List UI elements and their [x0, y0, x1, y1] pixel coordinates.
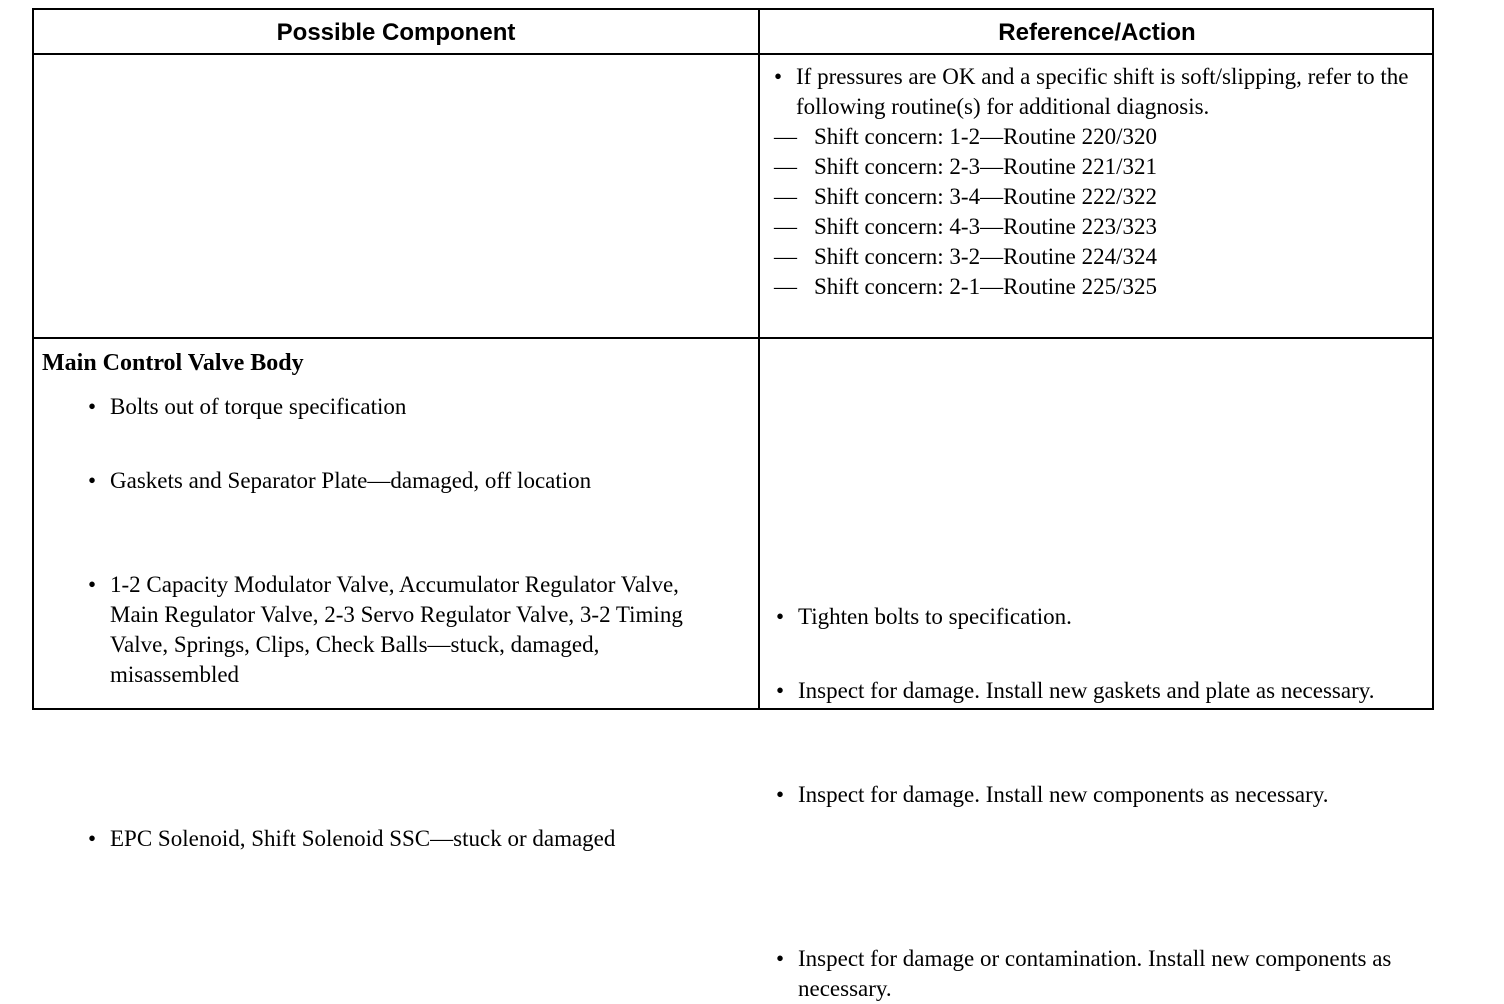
bullet-glyph: • — [776, 946, 785, 971]
component-text: EPC Solenoid, Shift Solenoid SSC—stuck or damaged — [110, 826, 616, 851]
bullet-glyph: • — [88, 572, 97, 597]
action-text: Inspect for damage. Install new components as necessary. — [798, 782, 1329, 807]
routine-item — [774, 272, 1414, 302]
row1-bullet-text: If pressures are OK and a specific shift is soft/slipping, refer to the following routine(s) for additional diagnosis. — [796, 64, 1409, 119]
dash-glyph: — — [774, 184, 797, 209]
action-text: Inspect for damage. Install new gaskets and plate as necessary. — [798, 678, 1375, 703]
component-item — [88, 824, 690, 854]
component-item — [88, 570, 720, 690]
component-item — [88, 466, 750, 496]
routine-item — [774, 242, 1414, 272]
action-text: Tighten bolts to specification. — [798, 604, 1072, 629]
bullet-glyph: • — [776, 782, 785, 807]
routine-item — [774, 182, 1414, 212]
routine-text: Shift concern: 3-4—Routine 222/322 — [814, 184, 1158, 209]
bullet-glyph: • — [88, 826, 97, 851]
action-text: Inspect for damage or contamination. Install new components as necessary. — [798, 946, 1392, 1001]
routine-item — [774, 152, 1414, 182]
troubleshooting-table — [32, 8, 1434, 1001]
row1-reference — [774, 62, 1414, 302]
routine-text: Shift concern: 4-3—Routine 223/323 — [814, 214, 1158, 239]
action-item — [776, 944, 1418, 1004]
dash-glyph: — — [774, 124, 797, 149]
dash-glyph: — — [774, 214, 797, 239]
routine-item — [774, 122, 1414, 152]
component-text: Bolts out of torque specification — [110, 394, 407, 419]
routine-item — [774, 212, 1414, 242]
component-text: 1-2 Capacity Modulator Valve, Accumulator Regulator Valve, Main Regulator Valve, 2-3 Servo Regulator Valve, 3-2 Timing Valve, Springs, Clips, Check Balls—stuck, damaged, misassembled — [110, 572, 683, 687]
bullet-glyph: • — [88, 394, 97, 419]
routine-text: Shift concern: 3-2—Routine 224/324 — [814, 244, 1158, 269]
action-item — [776, 780, 1398, 810]
bullet-glyph: • — [88, 468, 97, 493]
dash-glyph: — — [774, 244, 797, 269]
action-item — [776, 676, 1438, 706]
component-item — [88, 392, 750, 422]
header-reference-action: Reference/Action — [998, 19, 1196, 46]
bullet-glyph: • — [776, 678, 785, 703]
column-divider — [758, 10, 760, 708]
header-possible-component: Possible Component — [276, 19, 516, 46]
row1-bullet — [774, 62, 1414, 122]
routine-text: Shift concern: 2-3—Routine 221/321 — [814, 154, 1158, 179]
row-divider — [34, 337, 1432, 339]
routine-text: Shift concern: 2-1—Routine 225/325 — [814, 274, 1158, 299]
bullet-glyph: • — [774, 64, 783, 89]
dash-glyph: — — [774, 274, 797, 299]
component-text: Gaskets and Separator Plate—damaged, off location — [110, 468, 592, 493]
bullet-glyph: • — [776, 604, 785, 629]
routine-text: Shift concern: 1-2—Routine 220/320 — [814, 124, 1158, 149]
dash-glyph: — — [774, 154, 797, 179]
action-item — [776, 602, 1438, 632]
section-title-main-control-valve-body: Main Control Valve Body — [42, 350, 304, 376]
